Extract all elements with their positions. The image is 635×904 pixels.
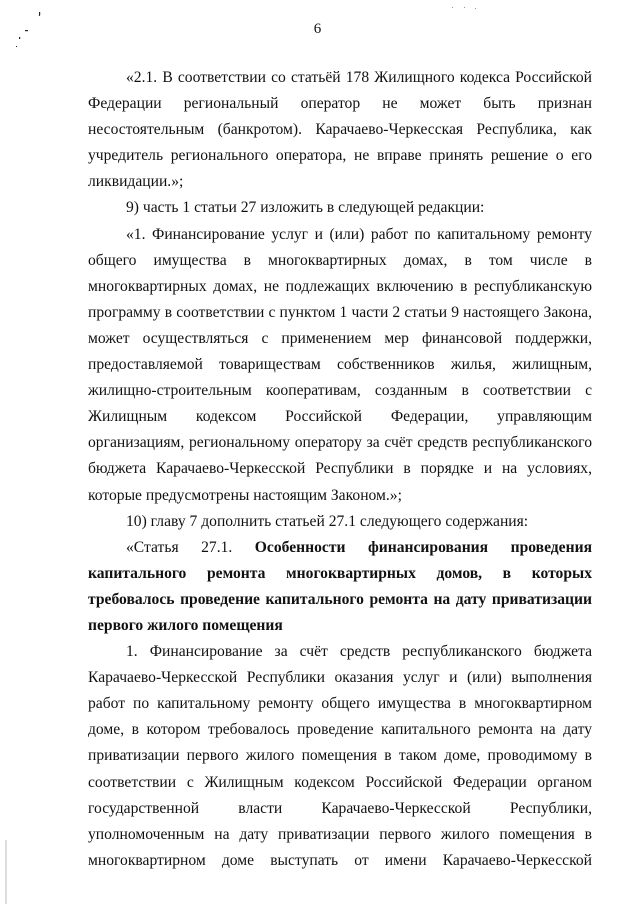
document-body [88,65,592,874]
article-27-1-label: «Статья 27.1. [126,538,233,556]
paragraph-article-2-1: «2.1. В соответствии со статьёй 178 Жилищного кодекса Российской Федерации региональный оператор не может быть признан несостоятельным (банкротом). Карачаево-Черкесская Республика, как учредитель регионального оператора, не вправе принять решение о его ликвидации.»; [88,69,592,191]
paragraph-item-9: 9) часть 1 статьи 27 изложить в следующей редакции: [126,199,485,217]
article-27-1-title: Особенности финансирования проведения капитального ремонта многоквартирных домов, в которых требовалось проведение капитального ремонта на дату приватизации первого жилого помещения [88,538,593,634]
article-27-1-heading [88,535,592,639]
paragraph-article-27-1-part-1: 1. Финансирование за счёт средств республиканского бюджета Карачаево-Черкесской Республики оказания услуг и (или) выполнения работ по капитальному ремонту общего имущества в многоквартирном доме, в котором требовалось проведение капитального ремонта на дату приватизации первого жилого помещения в таком доме, проводимому в соответствии с Жилищным кодексом Российской Федерации органом государственной власти Карачаево-Черкесской Республики, уполномоченным на дату приватизации первого жилого помещения в многоквартирном доме выступать от имени Карачаево-Черкесской [88,643,592,869]
page-number: 6 [313,21,322,37]
paragraph-article-27-part-1: «1. Финансирование услуг и (или) работ по капитальному ремонту общего имущества в многоквартирных домах, в том числе в многоквартирных домах, не подлежащих включению в республиканскую программу в соответствии с пунктом 1 части 2 статьи 9 настоящего Закона, может осуществляться с применением мер финансовой поддержки, предоставляемой товариществам собственников жилья, жилищным, жилищно-строительным кооперативам, созданным в соответствии с Жилищным кодексом Российской Федерации, управляющим организациям, региональному оператору за счёт средств республиканского бюджета Карачаево-Черкесской Республики в порядке и на условиях, которые предусмотрены настоящим Законом.»; [88,225,592,504]
paragraph-item-10: 10) главу 7 дополнить статьей 27.1 следующего содержания: [126,512,529,530]
scan-dots-top-right [452,7,476,9]
